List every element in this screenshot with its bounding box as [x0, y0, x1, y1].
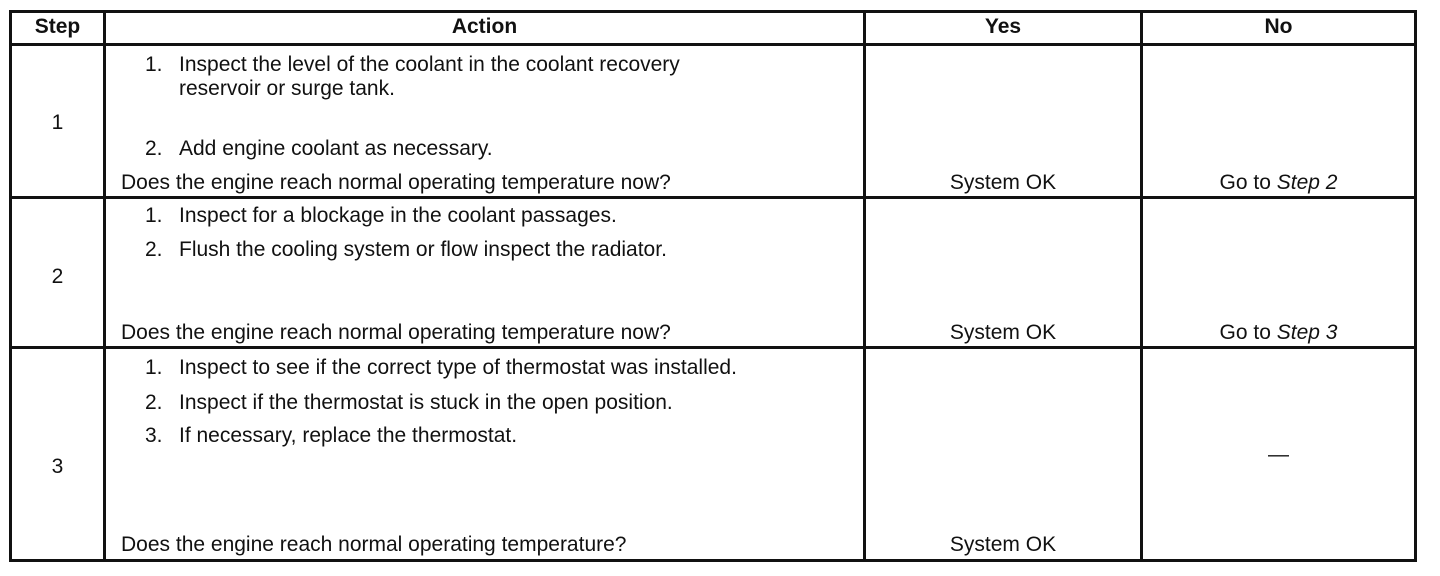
list-item-number: 2.: [145, 137, 163, 160]
list-item-text: Add engine coolant as necessary.: [179, 137, 493, 160]
col-divider-step: [103, 10, 106, 562]
no-result-prefix: Go to: [1219, 321, 1277, 344]
list-item-text: Inspect the level of the coolant in the coolant recovery: [179, 53, 680, 76]
no-result-dash: —: [1268, 443, 1289, 466]
list-item: [145, 53, 680, 101]
row-divider-2: [9, 346, 1417, 349]
list-item: [145, 424, 517, 448]
header-action: Action: [451, 15, 518, 38]
header-yes: Yes: [984, 15, 1022, 38]
step-link[interactable]: Step 3: [1276, 321, 1338, 344]
table-border-bottom: [9, 559, 1417, 562]
col-divider-yes: [1140, 10, 1143, 562]
list-item-text: If necessary, replace the thermostat.: [179, 424, 518, 447]
list-item-text: Inspect for a blockage in the coolant passages.: [179, 204, 617, 227]
header-divider: [9, 43, 1417, 46]
list-item-number: 2.: [145, 391, 163, 414]
row-divider-1: [9, 196, 1417, 199]
list-item-text: reservoir or surge tank.: [179, 77, 395, 100]
list-item: [145, 204, 617, 228]
header-no: No: [1264, 15, 1293, 38]
diagnostic-table: [9, 10, 1417, 562]
question-text: Does the engine reach normal operating temperature now?: [121, 171, 671, 194]
yes-result: System OK: [949, 171, 1057, 194]
no-result: [1143, 171, 1414, 195]
list-item: [145, 391, 673, 415]
list-item-number: 1.: [145, 53, 163, 76]
table-border-top: [9, 10, 1417, 13]
list-item-text: Flush the cooling system or flow inspect the radiator.: [179, 238, 667, 261]
list-item-text: Inspect to see if the correct type of thermostat was installed.: [179, 356, 737, 379]
list-item-number: 3.: [145, 424, 163, 447]
step-number: 1: [51, 111, 64, 134]
list-item-number: 1.: [145, 204, 163, 227]
list-item: [145, 238, 667, 262]
list-item-number: 2.: [145, 238, 163, 261]
step-link[interactable]: Step 2: [1276, 171, 1338, 194]
question-text: Does the engine reach normal operating temperature now?: [121, 321, 671, 344]
list-item-number: 1.: [145, 356, 163, 379]
header-step: Step: [34, 15, 81, 38]
yes-result: System OK: [949, 321, 1057, 344]
col-divider-action: [863, 10, 866, 562]
no-result: [1143, 321, 1414, 345]
step-number: 3: [51, 455, 64, 478]
step-number: 2: [51, 265, 64, 288]
list-item: [145, 356, 737, 380]
yes-result: System OK: [949, 533, 1057, 556]
list-item: [145, 137, 493, 161]
question-text: Does the engine reach normal operating temperature?: [121, 533, 627, 556]
table-border-right: [1414, 10, 1417, 562]
list-item-text: Inspect if the thermostat is stuck in the open position.: [179, 391, 673, 414]
no-result-prefix: Go to: [1219, 171, 1277, 194]
